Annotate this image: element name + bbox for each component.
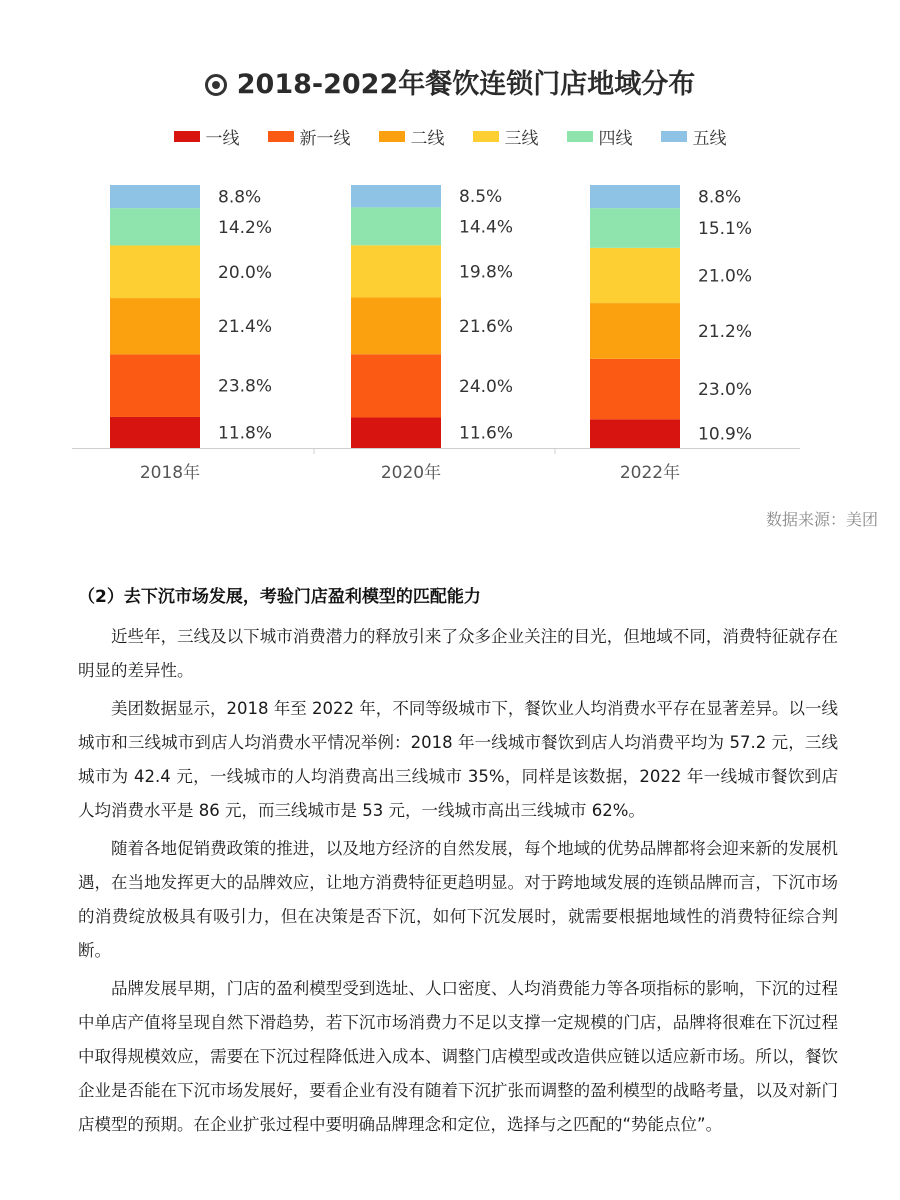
paragraph: 随着各地促销费政策的推进，以及地方经济的自然发展，每个地域的优势品牌都将会迎来新的发展机遇，在当地发挥更大的品牌效应，让地方消费特征更趋明显。对于跨地域发展的连锁品牌而言，下沉市场的消费绽放极具有吸引力，但在决策是否下沉，如何下沉发展时，就需要根据地域性的消费特征综合判断。 (78, 839, 838, 960)
data-label: 21.0% (698, 266, 753, 287)
legend-item (379, 124, 445, 149)
target-icon (205, 74, 227, 96)
x-tick-label: 2018年 (139, 463, 201, 483)
stacked-bar-chart (0, 170, 900, 500)
legend-label: 五线 (692, 129, 727, 149)
legend-item (174, 124, 240, 149)
x-tick-label: 2022年 (619, 463, 681, 483)
data-label: 21.2% (698, 321, 753, 342)
section-heading: （2）去下沉市场发展，考验门店盈利模型的匹配能力 (78, 587, 481, 607)
legend-swatch (268, 131, 294, 142)
data-label: 14.2% (218, 217, 273, 238)
legend-swatch (567, 131, 593, 142)
data-label: 20.0% (218, 262, 273, 283)
bar-segment (351, 417, 441, 448)
paragraph: 近些年，三线及以下城市消费潜力的释放引来了众多企业关注的目光，但地域不同，消费特征就存在明显的差异性。 (78, 627, 838, 680)
bar-segment (351, 185, 441, 207)
legend-item (268, 124, 351, 149)
legend-label: 一线 (205, 129, 240, 149)
paragraph: 品牌发展早期，门店的盈利模型受到选址、人口密度、人均消费能力等各项指标的影响，下沉的过程中单店产值将呈现自然下滑趋势，若下沉市场消费力不足以支撑一定规模的门店，品牌将很难在下沉过程中取得规模效应，需要在下沉过程降低进入成本、调整门店模型或改造供应链以适应新市场。所以，餐饮企业是否能在下沉市场发展好，要看企业有没有随着下沉扩张而调整的盈利模型的战略考量，以及对新门店模型的预期。在企业扩张过程中要明确品牌理念和定位，选择与之匹配的“势能点位”。 (78, 979, 838, 1134)
bar-segment (110, 208, 200, 245)
legend-swatch (473, 131, 499, 142)
legend-label: 新一线 (299, 129, 351, 149)
bar-segment (590, 303, 680, 359)
bar-segment (110, 354, 200, 417)
data-label: 11.8% (218, 423, 273, 444)
data-label: 15.1% (698, 219, 753, 239)
bar-segment (110, 298, 200, 354)
bar-segment (110, 185, 200, 208)
bar-segment (590, 419, 680, 448)
paragraph: 美团数据显示，2018 年至 2022 年，不同等级城市下，餐饮业人均消费水平存在显著差异。以一线城市和三线城市到店人均消费水平情况举例：2018 年一线城市餐饮到店人均消费平均为 57.2 元，三线城市为 42.4 元，一线城市的人均消费高出三线城市 35%，同样是该数据，2022 年一线城市餐饮到店人均消费水平是 86 元，而三线城市是 53 元，一线城市高出三线城市 62%。 (78, 699, 838, 820)
legend-item (661, 124, 727, 149)
data-label: 8.8% (698, 187, 742, 208)
data-label: 19.8% (459, 262, 514, 283)
body-text (78, 620, 838, 1146)
bar-segment (590, 248, 680, 303)
bar-segment (590, 185, 680, 208)
legend-label: 二线 (410, 129, 445, 149)
bar-segment (110, 245, 200, 298)
legend-item (473, 124, 539, 149)
source-note: 数据来源：美团 (765, 510, 878, 529)
data-label: 10.9% (698, 424, 753, 445)
data-label: 14.4% (459, 217, 514, 238)
data-label: 23.0% (698, 380, 753, 401)
chart-title-text: 2018-2022年餐饮连锁门店地域分布 (236, 69, 696, 100)
data-label: 21.4% (218, 317, 273, 338)
legend-item (567, 124, 633, 149)
bar-segment (590, 208, 680, 248)
legend-label: 四线 (598, 129, 633, 149)
bar-segment (351, 297, 441, 354)
legend-swatch (174, 131, 200, 142)
bar-segment (110, 417, 200, 448)
data-label: 23.8% (218, 376, 273, 397)
legend-label: 三线 (504, 129, 539, 149)
bar-segment (590, 359, 680, 419)
data-label: 8.5% (459, 187, 503, 208)
data-label: 11.6% (459, 423, 514, 444)
bar-segment (351, 245, 441, 297)
x-tick-label: 2020年 (380, 463, 442, 483)
chart-legend (0, 124, 900, 149)
legend-swatch (379, 131, 405, 142)
bar-segment (351, 207, 441, 245)
legend-swatch (661, 131, 687, 142)
data-label: 24.0% (459, 376, 514, 397)
data-label: 21.6% (459, 316, 514, 337)
bar-segment (351, 354, 441, 417)
chart-title (0, 62, 900, 101)
data-label: 8.8% (218, 187, 262, 208)
